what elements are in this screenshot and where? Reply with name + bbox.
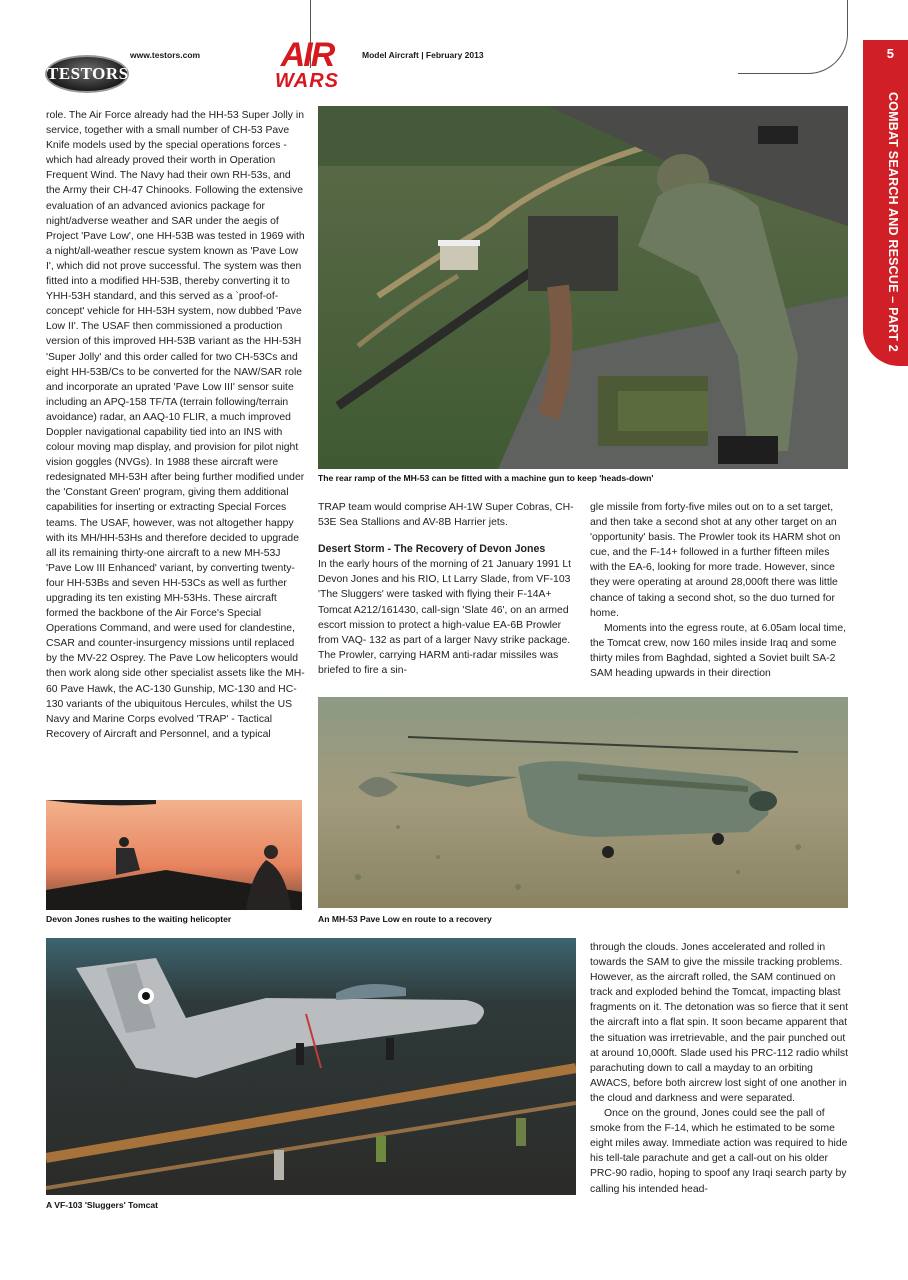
photo-tomcat [46, 938, 576, 1195]
caption-pave-low: An MH-53 Pave Low en route to a recovery [318, 914, 492, 924]
column-4 [590, 940, 848, 1215]
column-3-para-1: gle missile from forty-five miles out on to a set target, and then take a second shot at any other target on an 'opportunity' basis. The Prowler took its HARM shot on cue, and the F-14+ followed in a further fifteen miles with the EA-6, looking for more trade. However, since they were operating at around 28,000ft there was little chance of taking a second shot, so the duo turned for home. [590, 502, 841, 619]
publication-info: Model Aircraft | February 2013 [362, 50, 484, 60]
column-2-text: In the early hours of the morning of 21 January 1991 Lt Devon Jones and his RIO, Lt Larry Slade, from VF-103 'The Sluggers' were tasked with flying their F-14A+ Tomcat A212/161430, call-sign 'Slate 46', on an armed escort mission to protect a high-value EA-6B Prowler from VAQ- 132 as part of a larger Navy strike package. The Prowler, carrying HARM anti-radar missiles was briefed to fire a sin- [318, 559, 571, 676]
column-3 [590, 500, 848, 688]
air-wars-line2: WARS [275, 70, 339, 92]
column-1-text: role. The Air Force already had the HH-53 Super Jolly in service, together with a small number of CH-53 Pave Knife models used by the special operations forces - which had already proved their worth in Operation Frequent Wind. The Navy had their own RH-53s, and the Army their CH-47 Chinooks. Following the extensive evaluation of an advanced avionics package for night/adverse weather and SAR under the aegis of Project 'Pave Low', one HH-53B was tested in 1969 with a night/all-weather rescue system known as 'Pave Low I', which did not prove successful. The system was then fitted into a modified HH-53B, thereby converting it to YHH-53H standard, and this served as a `proof-of-concept' vehicle for HH-53H system, now dubbed 'Pave Low II'. The USAF then commissioned a production version of this improved HH-53B variant as the HH-53H 'Super Jolly' and this order called for two CH-53Cs and eight HH-53B/Cs to be converted for the NAW/SAR role and incorporate an uprated 'Pave Low III' sensor suite including an APQ-158 TF/TA (terrain following/terrain avoidance) radar, an AAQ-10 FLIR, a much improved Doppler navigational capability tied into an INS with colour moving map display, and provision for pilot night vision goggles (NVGs). In 1988 these aircraft were redesignated MH-53H after being further modified under the 'Constant Green' program, giving them additional capabilities for inserting or extracting Special Forces teams. The USAF, however, was not altogether happy with its MH/HH-53Hs and therefore decided to upgrade all its remaining thirty-one aircraft to a new MH-53J 'Pave Low III Enhanced' variant, by converting twenty-four HH-53Bs and seven HH-53Cs as well as further upgrading its ten existing MH-53Hs. These aircraft formed the backbone of the Air Force's Special Operations Command, and were used for clandestine, CSAR and counter-insurgency missions until replaced by the MV-22 Osprey. The Pave Low helicopters would then work along side other specialist assets like the MH-60 Pave Hawk, the AC-130 Gunship, MC-130 and HC-130 variants of the ubiquitous Hercules, whilst the US Navy and Marine Corps evolved 'TRAP' - Tactical Recovery of Aircraft and Personnel, and a typical [46, 110, 305, 740]
testors-logo: TESTORS [45, 55, 129, 93]
website-url[interactable]: www.testors.com [130, 50, 201, 60]
column-3-para-2: Moments into the egress route, at 6.05am local time, the Tomcat crew, now 160 miles inside Iraq and some thirty miles from Baghdad, sighted a Soviet built SA-2 SAM heading upwards in their direction [590, 622, 846, 680]
column-4-para-2: Once on the ground, Jones could see the pall of smoke from the F-14, which he estimated to be some eight miles away. Immediate action was required to hide his tell-tale parachute and get a call-out on his older PRC-90 radio, hoping to spoof any Iraqi search party by calling his intended head- [590, 1108, 848, 1195]
caption-devon: Devon Jones rushes to the waiting helicopter [46, 914, 232, 924]
air-wars-logo [265, 36, 349, 98]
section-title [880, 92, 900, 352]
air-wars-line1: AIR [280, 36, 334, 74]
column-2 [318, 500, 576, 688]
section-title-text: COMBAT SEARCH AND RESCUE – PART 2 [886, 92, 900, 352]
column-1 [46, 108, 306, 793]
photo-pave-low [318, 697, 848, 908]
caption-gunner: The rear ramp of the MH-53 can be fitted with a machine gun to keep 'heads-down' [318, 473, 654, 483]
caption-tomcat: A VF-103 'Sluggers' Tomcat [46, 1200, 159, 1210]
photo-devon-jones [46, 800, 302, 910]
column-2-intro: TRAP team would comprise AH-1W Super Cobras, CH-53E Sea Stallions and AV-8B Harrier jets. [318, 502, 574, 529]
subheading-desert-storm: Desert Storm - The Recovery of Devon Jones [318, 543, 546, 556]
photo-gunner [318, 106, 848, 469]
header-corner-curve [738, 0, 848, 74]
page-number: 5 [886, 46, 894, 61]
column-4-para-1: through the clouds. Jones accelerated and rolled in towards the SAM to give the missile tracking problems. However, as the aircraft rolled, the SAM continued on track and exploded behind the Tomcat, impacting blast fragments on it. The detonation was so fierce that it sent the aircraft into a flat spin. It soon became apparent that the situation was irretrievable, and the pair punched out at around 10,000ft. Slade used his PRC-112 radio whilst parachuting down to call a mayday to an orbiting AWACS, before both aircrew lost sight of one another in the cloud and darkness and were separated. [590, 942, 848, 1104]
